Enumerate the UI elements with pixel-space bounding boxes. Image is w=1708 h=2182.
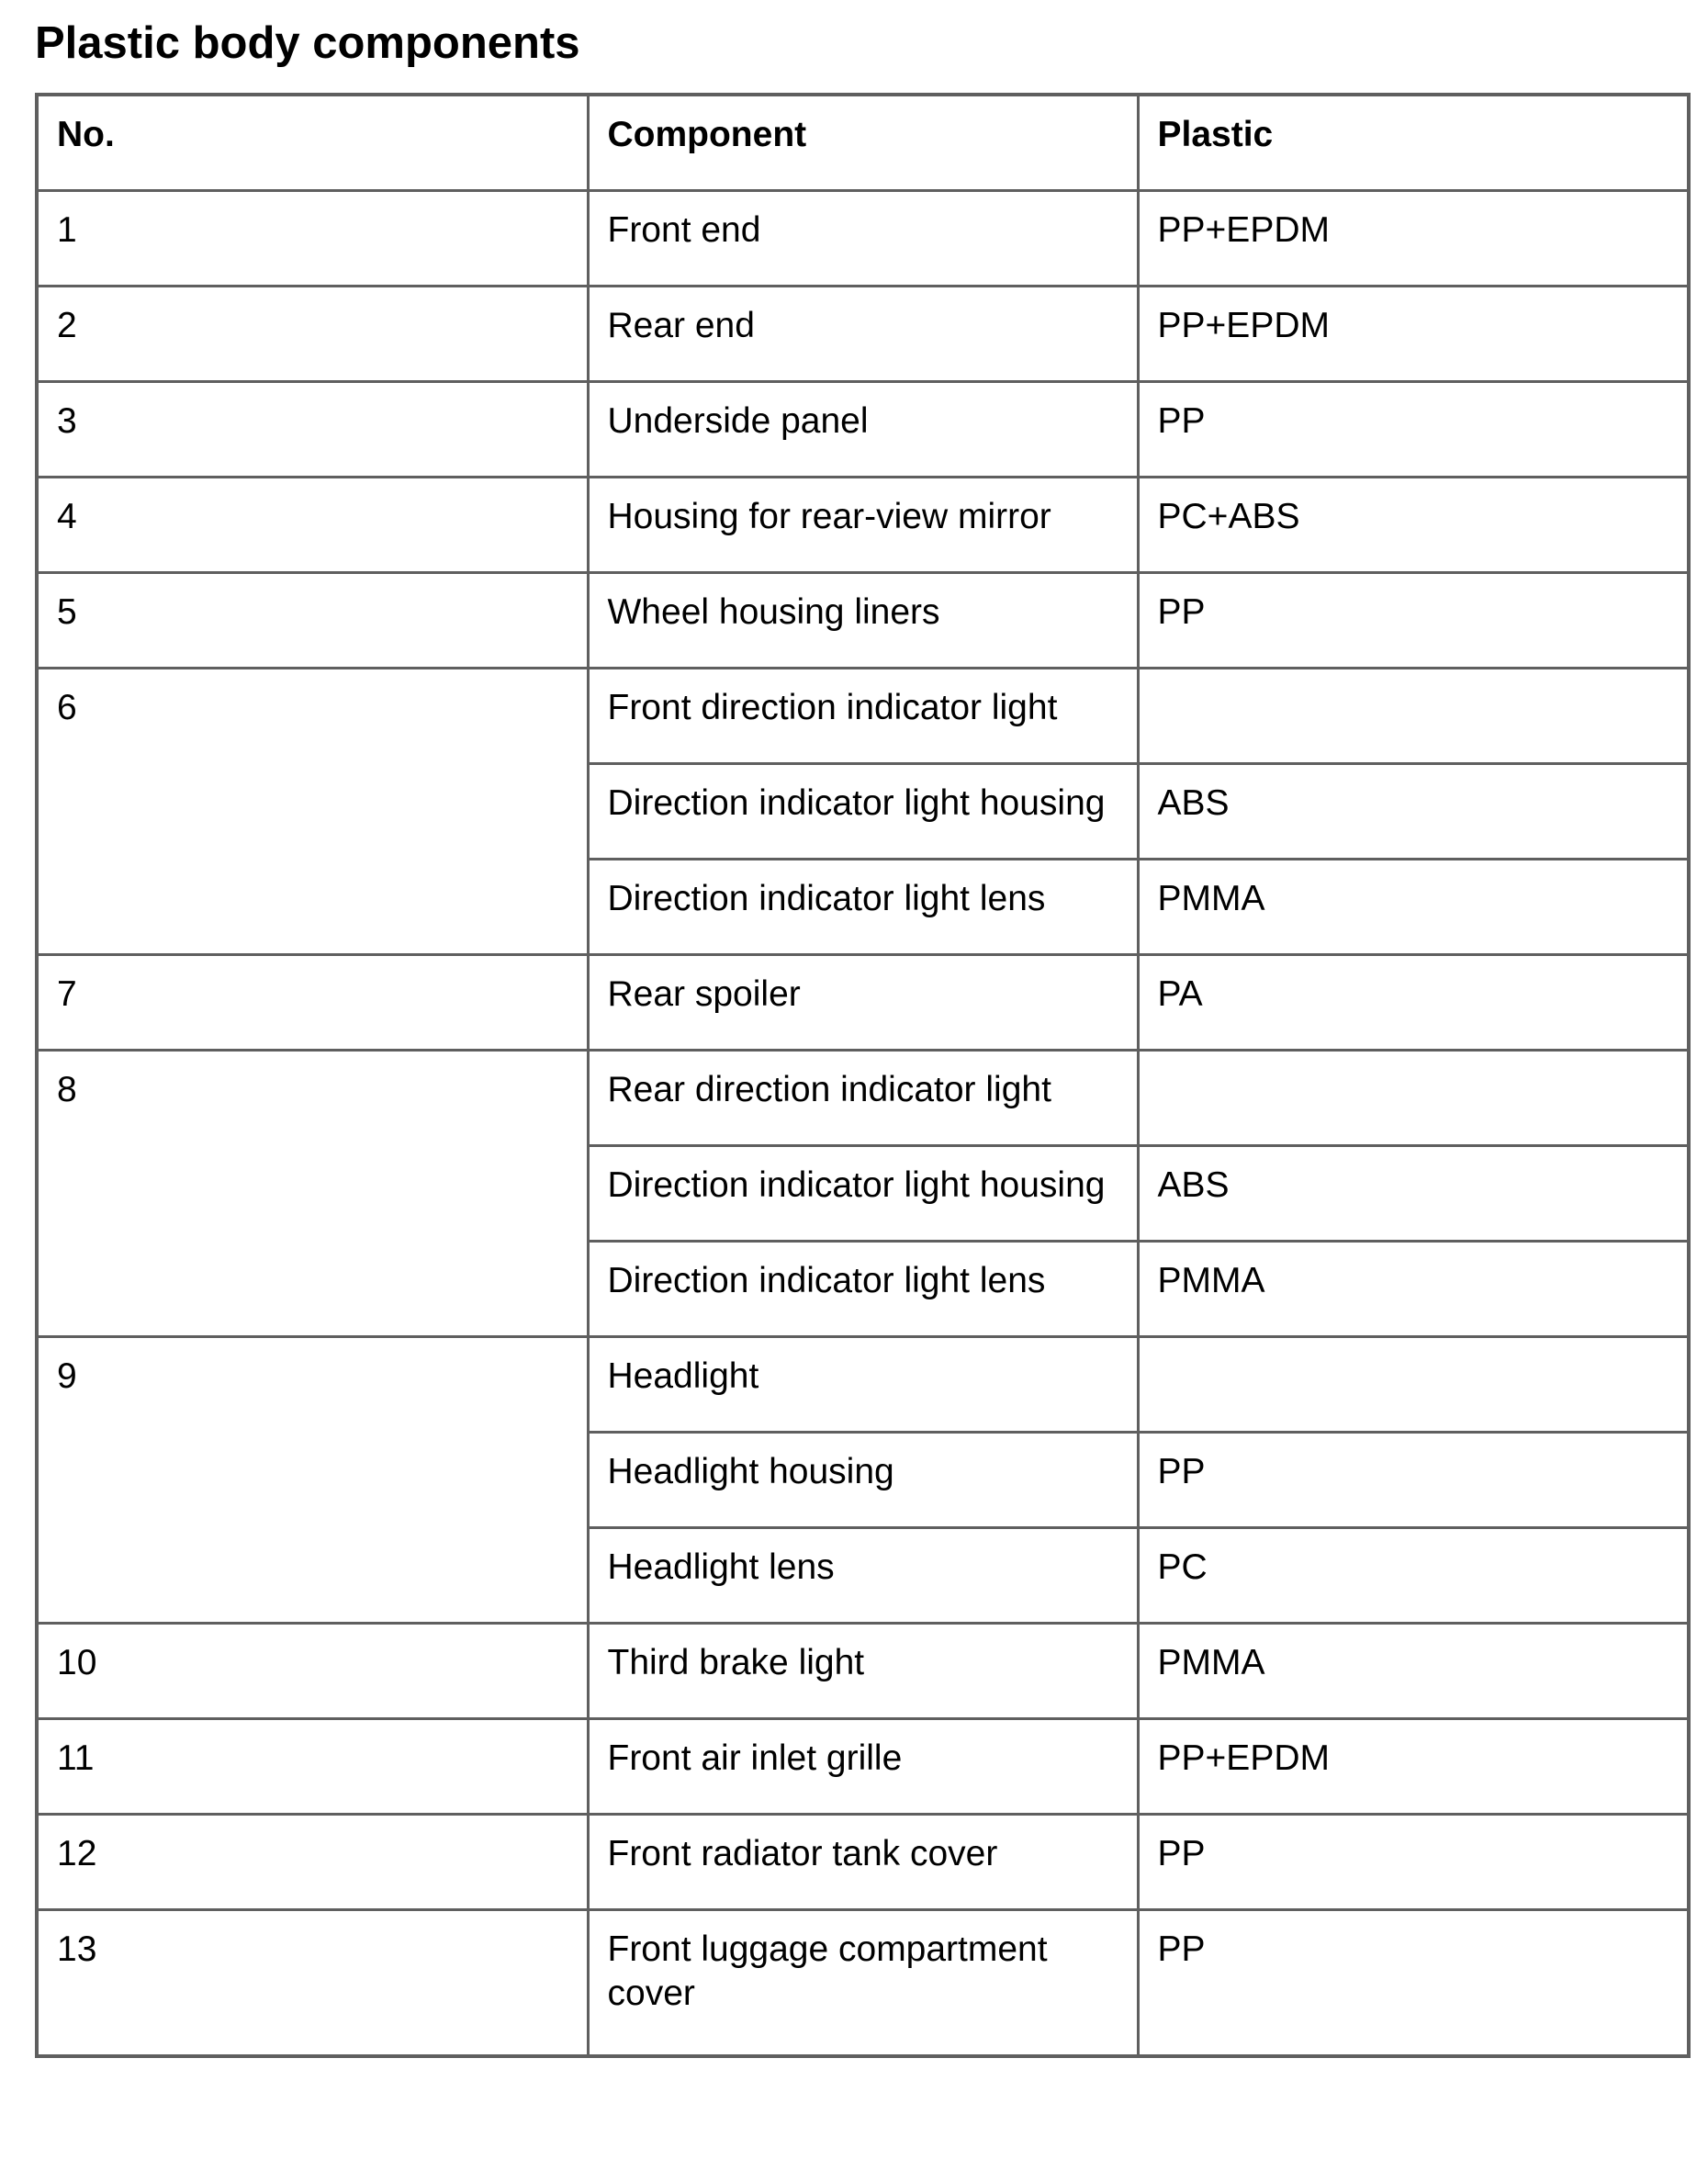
- cell-plastic: [1138, 1050, 1689, 1145]
- header-component: Component: [588, 95, 1138, 190]
- cell-component: Underside panel: [588, 381, 1138, 477]
- cell-plastic: PP: [1138, 381, 1689, 477]
- cell-plastic: PP+EPDM: [1138, 286, 1689, 381]
- cell-plastic: PMMA: [1138, 1241, 1689, 1336]
- cell-plastic: PC+ABS: [1138, 477, 1689, 572]
- cell-component: Front direction indicator light: [588, 668, 1138, 763]
- cell-component: Headlight lens: [588, 1527, 1138, 1623]
- cell-component: Third brake light: [588, 1623, 1138, 1718]
- page-title: Plastic body components: [35, 18, 580, 68]
- cell-plastic: ABS: [1138, 1145, 1689, 1241]
- table-row: [37, 572, 1689, 668]
- table-row: [37, 1050, 1689, 1145]
- cell-component: Direction indicator light lens: [588, 859, 1138, 954]
- cell-plastic: PP+EPDM: [1138, 1718, 1689, 1814]
- table-row: [37, 954, 1689, 1050]
- cell-plastic: PC: [1138, 1527, 1689, 1623]
- table-row: [37, 477, 1689, 572]
- cell-no: 6: [37, 668, 588, 954]
- cell-plastic: PP: [1138, 572, 1689, 668]
- cell-component: Front radiator tank cover: [588, 1814, 1138, 1909]
- header-no: No.: [37, 95, 588, 190]
- cell-component: Housing for rear-view mirror: [588, 477, 1138, 572]
- cell-component: Direction indicator light lens: [588, 1241, 1138, 1336]
- cell-no: 4: [37, 477, 588, 572]
- cell-component: Front air inlet grille: [588, 1718, 1138, 1814]
- table-row: [37, 1909, 1689, 2056]
- cell-plastic: PP: [1138, 1909, 1689, 2056]
- table-row: [37, 1336, 1689, 1432]
- cell-no: 10: [37, 1623, 588, 1718]
- cell-component: Headlight: [588, 1336, 1138, 1432]
- cell-component: Front end: [588, 190, 1138, 286]
- cell-no: 2: [37, 286, 588, 381]
- cell-plastic: PP: [1138, 1814, 1689, 1909]
- cell-component: Rear end: [588, 286, 1138, 381]
- cell-no: 12: [37, 1814, 588, 1909]
- cell-component: Rear spoiler: [588, 954, 1138, 1050]
- cell-plastic: [1138, 1336, 1689, 1432]
- cell-plastic: [1138, 668, 1689, 763]
- cell-no: 5: [37, 572, 588, 668]
- table-row: [37, 286, 1689, 381]
- cell-plastic: PMMA: [1138, 1623, 1689, 1718]
- plastic-components-table: [35, 93, 1691, 2058]
- cell-plastic: PP: [1138, 1432, 1689, 1527]
- cell-no: 13: [37, 1909, 588, 2056]
- cell-plastic: PP+EPDM: [1138, 190, 1689, 286]
- table-row: [37, 381, 1689, 477]
- cell-component: Headlight housing: [588, 1432, 1138, 1527]
- cell-component: Direction indicator light housing: [588, 763, 1138, 859]
- header-plastic: Plastic: [1138, 95, 1689, 190]
- cell-component: Rear direction indicator light: [588, 1050, 1138, 1145]
- cell-component: Direction indicator light housing: [588, 1145, 1138, 1241]
- cell-component: Front luggage compartment cover: [588, 1909, 1138, 2056]
- table-row: [37, 190, 1689, 286]
- cell-no: 8: [37, 1050, 588, 1336]
- cell-plastic: PMMA: [1138, 859, 1689, 954]
- table-row: [37, 1718, 1689, 1814]
- table-row: [37, 1814, 1689, 1909]
- cell-plastic: ABS: [1138, 763, 1689, 859]
- cell-no: 11: [37, 1718, 588, 1814]
- cell-plastic: PA: [1138, 954, 1689, 1050]
- cell-no: 3: [37, 381, 588, 477]
- cell-component: Wheel housing liners: [588, 572, 1138, 668]
- table-header-row: [37, 95, 1689, 190]
- table-row: [37, 668, 1689, 763]
- cell-no: 9: [37, 1336, 588, 1623]
- cell-no: 1: [37, 190, 588, 286]
- cell-no: 7: [37, 954, 588, 1050]
- table-row: [37, 1623, 1689, 1718]
